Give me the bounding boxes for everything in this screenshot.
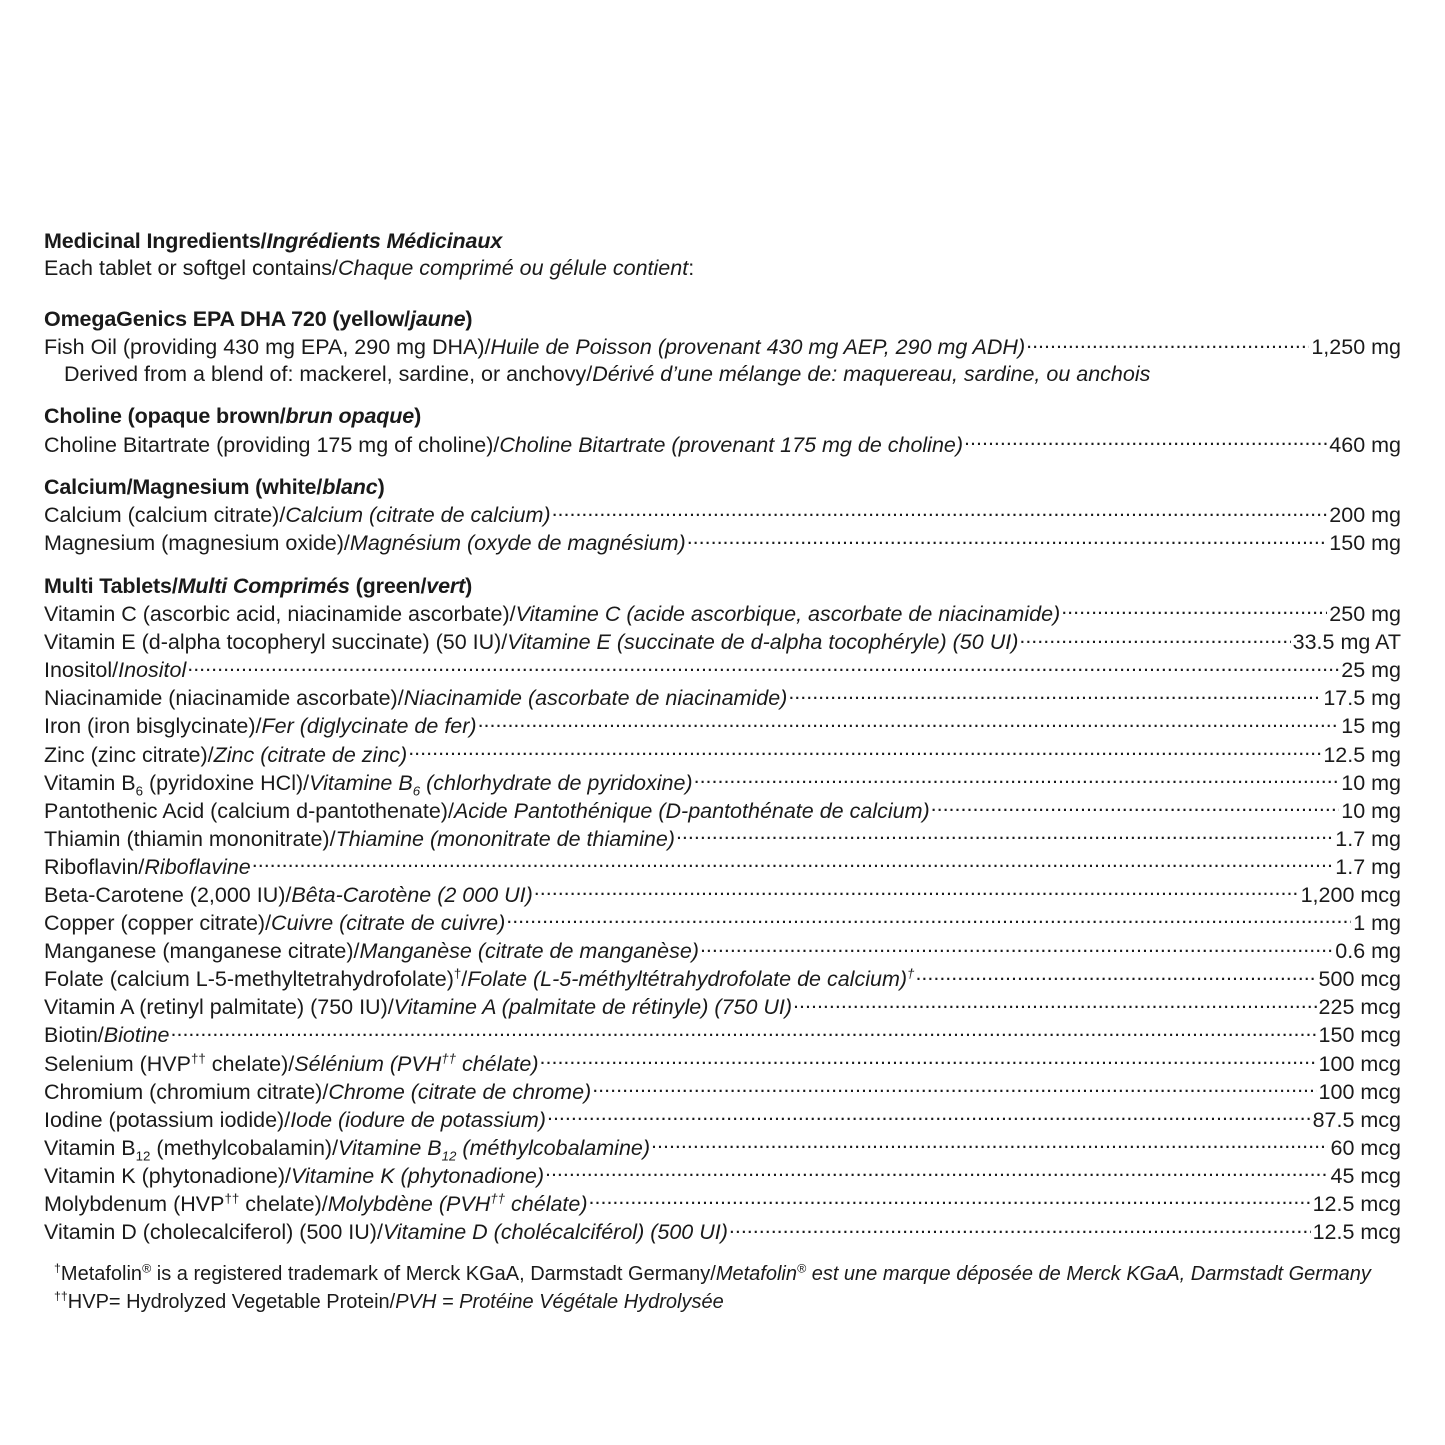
ingredient-row	[44, 600, 1401, 628]
ingredient-amount: 10 mg	[1341, 770, 1401, 795]
ingredient-amount: 1 mg	[1353, 911, 1401, 936]
leader-dots	[252, 852, 1334, 874]
leader-dots	[506, 909, 1351, 931]
section-ingredient-list	[44, 333, 1401, 361]
ingredient-amount: 33.5 mg AT	[1292, 630, 1401, 655]
leader-dots	[592, 1077, 1316, 1099]
footnote: †Metafolin® is a registered trademark of Merck KGaA, Darmstadt Germany/Metafolin® est une marque déposée de Merck KGaA, Darmstadt Germany	[54, 1261, 1371, 1285]
leader-dots	[931, 796, 1340, 818]
ingredient-row	[44, 430, 1401, 458]
ingredient-amount: 12.5 mg	[1323, 742, 1401, 767]
ingredient-row	[44, 909, 1401, 937]
ingredient-name: Molybdenum (HVP†† chelate)/Molybdène (PVH†† chélate)	[44, 1190, 588, 1216]
multi-heading-end: )	[465, 573, 473, 598]
ingredient-name: Vitamin $B_6$ (pyridoxine HCl)/Vitamine $B_6$ (chlorhydrate de pyridoxine)	[44, 770, 693, 798]
leader-dots	[171, 1021, 1317, 1043]
ingredient-name: Biotin/Biotine	[44, 1023, 170, 1048]
ingredient-row	[44, 768, 1401, 796]
leader-dots	[540, 1049, 1317, 1071]
multi-heading-fr2: vert	[426, 573, 466, 598]
leader-dots	[534, 880, 1299, 902]
ingredient-amount: 1.7 mg	[1335, 854, 1401, 879]
section-heading: Choline (opaque brown/brun opaque)	[44, 404, 422, 429]
leader-dots	[1061, 600, 1327, 622]
ingredient-name: Zinc (zinc citrate)/Zinc (citrate de zinc)	[44, 742, 408, 767]
ingredient-name: Vitamin $B_{12}$ (methylcobalamin)/Vitamine $B_{12}$ (méthylcobalamine)	[44, 1135, 651, 1164]
section-ingredient-list	[44, 501, 1401, 557]
section-heading-multi-tablets	[44, 573, 1401, 600]
leader-dots	[915, 965, 1316, 987]
ingredient-row	[44, 852, 1401, 880]
leader-dots	[1026, 333, 1309, 355]
leader-dots	[700, 937, 1333, 959]
leader-dots	[187, 656, 1339, 678]
section-ingredient-list	[44, 430, 1401, 458]
ingredient-row	[44, 1161, 1401, 1189]
ingredient-amount: 200 mg	[1329, 503, 1401, 528]
leader-dots	[788, 684, 1321, 706]
ingredient-row	[44, 1021, 1401, 1049]
ingredient-name: Vitamin A (retinyl palmitate) (750 IU)/Vitamine A (palmitate de rétinyle) (750 UI)	[44, 995, 793, 1020]
leader-dots	[687, 529, 1328, 551]
leader-dots	[793, 993, 1316, 1015]
ingredient-row	[44, 1077, 1401, 1105]
ingredient-amount: 0.6 mg	[1335, 939, 1401, 964]
footnote: ††HVP= Hydrolyzed Vegetable Protein/PVH = Protéine Végétale Hydrolysée	[54, 1289, 724, 1313]
leader-dots	[651, 1133, 1328, 1155]
ingredient-amount: 250 mg	[1329, 602, 1401, 627]
leader-dots	[408, 740, 1321, 762]
section-heading: Calcium/Magnesium (white/blanc)	[44, 475, 385, 500]
ingredient-amount: 17.5 mg	[1323, 686, 1401, 711]
ingredient-amount: 87.5 mcg	[1312, 1107, 1401, 1132]
ingredient-amount: 15 mg	[1341, 714, 1401, 739]
ingredient-amount: 460 mg	[1329, 432, 1401, 457]
ingredient-name: Manganese (manganese citrate)/Manganèse (citrate de manganèse)	[44, 939, 699, 964]
ingredient-amount: 100 mcg	[1318, 1079, 1401, 1104]
ingredient-amount: 12.5 mcg	[1312, 1220, 1401, 1245]
multi-heading-post: (green/	[349, 573, 427, 598]
ingredient-name: Fish Oil (providing 430 mg EPA, 290 mg DHA)/Huile de Poisson (provenant 430 mg AEP, 290 mg ADH)	[44, 335, 1026, 360]
section-heading: OmegaGenics EPA DHA 720 (yellow/jaune)	[44, 307, 473, 332]
ingredient-name: Riboflavin/Riboflavine	[44, 854, 251, 879]
ingredient-amount: 500 mcg	[1318, 967, 1401, 992]
ingredient-row	[44, 740, 1401, 768]
ingredient-amount: 25 mg	[1341, 658, 1401, 683]
ingredient-name: Vitamin E (d-alpha tocopheryl succinate) (50 IU)/Vitamine E (succinate de d-alpha tocophéryle) (50 UI)	[44, 630, 1019, 655]
ingredient-row	[44, 824, 1401, 852]
ingredient-name: Iodine (potassium iodide)/Iode (iodure de potassium)	[44, 1107, 546, 1132]
ingredient-row	[44, 333, 1401, 361]
ingredient-row	[44, 684, 1401, 712]
leader-dots	[545, 1161, 1329, 1183]
ingredient-name: Chromium (chromium citrate)/Chrome (citrate de chrome)	[44, 1079, 592, 1104]
ingredient-row	[44, 880, 1401, 908]
ingredient-name: Pantothenic Acid (calcium d-pantothenate)/Acide Pantothénique (D-pantothénate de calcium)	[44, 798, 930, 823]
ingredient-name: Vitamin C (ascorbic acid, niacinamide ascorbate)/Vitamine C (acide ascorbique, ascorbate de niacinamide)	[44, 602, 1061, 627]
ingredient-amount: 1,250 mg	[1311, 335, 1401, 360]
ingredient-row	[44, 1105, 1401, 1133]
ingredient-row	[44, 501, 1401, 529]
ingredient-row	[44, 1190, 1401, 1218]
ingredient-amount: 45 mcg	[1330, 1163, 1401, 1188]
ingredient-amount: 150 mg	[1329, 531, 1401, 556]
ingredient-name: Iron (iron bisglycinate)/Fer (diglycinate de fer)	[44, 714, 477, 739]
ingredient-name: Inositol/Inositol	[44, 658, 187, 683]
ingredient-name: Magnesium (magnesium oxide)/Magnésium (oxyde de magnésium)	[44, 531, 686, 556]
ingredient-name: Vitamin D (cholecalciferol) (500 IU)/Vitamine D (cholécalciférol) (500 UI)	[44, 1220, 728, 1245]
ingredient-row	[44, 712, 1401, 740]
ingredient-name: Vitamin K (phytonadione)/Vitamine K (phytonadione)	[44, 1163, 544, 1188]
ingredient-amount: 100 mcg	[1318, 1051, 1401, 1076]
leader-dots	[676, 824, 1333, 846]
ingredient-row	[44, 529, 1401, 557]
page-title-fr: Ingrédients Médicinaux	[266, 229, 503, 253]
ingredient-amount: 150 mcg	[1318, 1023, 1401, 1048]
leader-dots	[964, 430, 1327, 452]
ingredient-subnote: Derived from a blend of: mackerel, sardine, or anchovy/Dérivé d’une mélange de: maquereau, sardine, ou anchois	[64, 361, 1151, 386]
page-subtitle-fr: Chaque comprimé ou gélule contient	[338, 255, 689, 280]
ingredient-name: Calcium (calcium citrate)/Calcium (citrate de calcium)	[44, 503, 551, 528]
ingredient-amount: 10 mg	[1341, 798, 1401, 823]
ingredient-row	[44, 965, 1401, 993]
footnotes	[44, 1260, 1401, 1316]
ingredient-name: Beta-Carotene (2,000 IU)/Bêta-Carotène (2 000 UI)	[44, 882, 533, 907]
ingredient-row	[44, 628, 1401, 656]
leader-dots	[729, 1218, 1311, 1240]
page-subtitle	[44, 255, 1401, 282]
page-title	[44, 228, 1401, 255]
ingredient-amount: 1,200 mcg	[1300, 882, 1401, 907]
page-subtitle-tail: :	[688, 255, 695, 280]
leader-dots	[589, 1190, 1311, 1212]
ingredient-amount: 60 mcg	[1330, 1135, 1401, 1160]
product-sections	[44, 306, 1401, 557]
ingredient-name: Selenium (HVP†† chelate)/Sélénium (PVH†† chélate)	[44, 1050, 539, 1076]
multi-heading-fr: Multi Comprimés	[177, 573, 350, 598]
leader-dots	[694, 768, 1340, 790]
ingredient-name: Thiamin (thiamin mononitrate)/Thiamine (mononitrate de thiamine)	[44, 826, 675, 851]
ingredient-amount: 225 mcg	[1318, 995, 1401, 1020]
leader-dots	[478, 712, 1340, 734]
page-subtitle-en: Each tablet or softgel contains/	[44, 255, 339, 280]
ingredient-amount: 12.5 mcg	[1312, 1192, 1401, 1216]
ingredient-row	[44, 656, 1401, 684]
ingredient-name: Choline Bitartrate (providing 175 mg of choline)/Choline Bitartrate (provenant 175 mg de choline)	[44, 432, 964, 457]
ingredient-row	[44, 993, 1401, 1021]
leader-dots	[552, 501, 1328, 523]
multi-heading-pre: Multi Tablets/	[44, 573, 178, 598]
ingredient-name: Niacinamide (niacinamide ascorbate)/Niacinamide (ascorbate de niacinamide)	[44, 686, 788, 711]
ingredient-row	[44, 937, 1401, 965]
leader-dots	[547, 1105, 1311, 1127]
ingredient-name: Copper (copper citrate)/Cuivre (citrate de cuivre)	[44, 911, 506, 936]
page-title-en: Medicinal Ingredients/	[44, 229, 267, 253]
ingredient-row	[44, 1133, 1401, 1164]
ingredient-name: Folate (calcium L-5-methyltetrahydrofolate)†/Folate (L-5-méthyltétrahydrofolate de calcium)†	[44, 966, 915, 992]
ingredient-row	[44, 1049, 1401, 1077]
ingredient-row	[44, 1218, 1401, 1246]
ingredient-row	[44, 796, 1401, 824]
ingredient-amount: 1.7 mg	[1335, 826, 1401, 851]
multi-tablets-ingredient-list	[44, 600, 1401, 1246]
leader-dots	[1019, 628, 1290, 650]
